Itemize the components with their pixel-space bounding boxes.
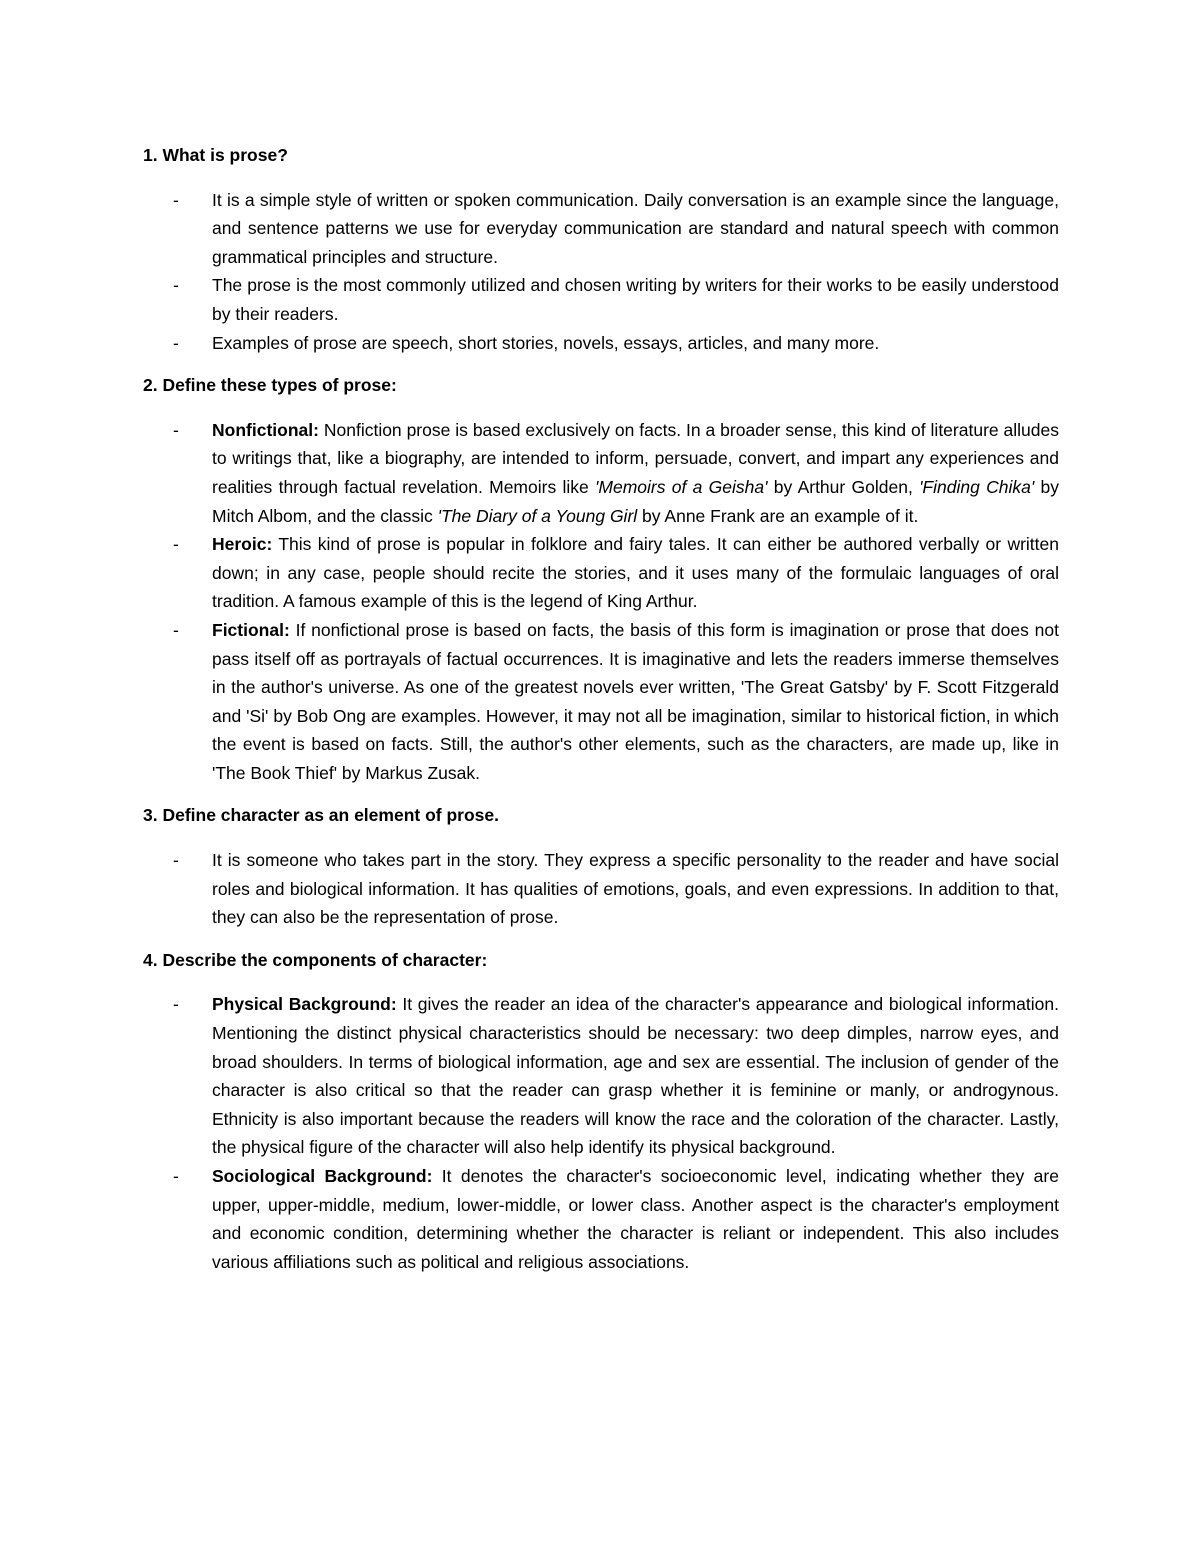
term-label: Nonfictional: bbox=[212, 419, 319, 440]
bullet-dash: - bbox=[173, 534, 179, 555]
term-label: Physical Background: bbox=[212, 994, 397, 1015]
question-3-heading: 3. Define character as an element of prose. bbox=[143, 805, 499, 826]
term-label: Fictional: bbox=[212, 619, 290, 640]
bullet-dash: - bbox=[173, 1166, 179, 1186]
book-title: 'Memoirs of a Geisha' bbox=[595, 476, 768, 497]
book-title: 'Finding Chika' bbox=[919, 476, 1035, 497]
question-1-heading: 1. What is prose? bbox=[143, 145, 288, 165]
document-content bbox=[143, 141, 1059, 1290]
term-label: Heroic: bbox=[212, 534, 273, 555]
answer-text: It gives the reader an idea of the character's appearance and biological information. Mentioning the distinct physical characteristics should be necessary: two deep dimples, narrow eyes, and broad shoulders. In terms of biological information, age and sex are essential. The inclusion of gender of the character is also critical so that the reader can grasp whether it is feminine or manly, or androgynous. Ethnicity is also important because the readers will know the race and the coloration of the character. Lastly, the physical figure of the character will also help identify its physical background. bbox=[212, 994, 1059, 1158]
bullet-dash: - bbox=[173, 275, 179, 296]
answer-text: The prose is the most commonly utilized and chosen writing by writers for their works to be easily understood by their readers. bbox=[212, 275, 1059, 324]
question-1-answers bbox=[143, 186, 1059, 358]
bullet-dash: - bbox=[173, 850, 179, 871]
answer-text: by Anne Frank are an example of it. bbox=[637, 505, 919, 526]
answer-text: by Arthur Golden, bbox=[767, 476, 920, 497]
answer-item-fictional bbox=[143, 616, 1059, 788]
answer-text: It is someone who takes part in the story. They express a specific personality to the reader and have social roles and biological information. It has qualities of emotions, goals, and even expressions. In addition to that, they can also be the representation of prose. bbox=[212, 850, 1059, 928]
answer-item-sociological-background bbox=[143, 1162, 1059, 1276]
question-2-heading: 2. Define these types of prose: bbox=[143, 375, 397, 396]
answer-text: by Mitch Albom, and the classic bbox=[212, 476, 1059, 526]
answer-item-physical-background bbox=[143, 990, 1059, 1162]
answer-text: If nonfictional prose is based on facts, the basis of this form is imagination or prose that does not pass itself off as portrayals of factual occurrences. It is imaginative and lets the readers immerse themselves in the author's universe. As one of the greatest novels ever written, 'The Great Gatsby' by F. Scott Fitzgerald and 'Si' by Bob Ong are examples. However, it may not all be imagination, similar to historical fiction, in which the event is based on facts. Still, the author's other elements, such as the characters, are made up, like in 'The Book Thief' by Markus Zusak. bbox=[212, 619, 1059, 783]
question-4-answers bbox=[143, 990, 1059, 1276]
question-4-heading: 4. Describe the components of character: bbox=[143, 949, 488, 970]
answer-item-nonfictional bbox=[143, 416, 1059, 530]
bullet-dash: - bbox=[173, 189, 179, 210]
answer-item bbox=[143, 329, 1059, 358]
bullet-dash: - bbox=[173, 619, 179, 640]
bullet-dash: - bbox=[173, 994, 179, 1015]
question-2-answers bbox=[143, 416, 1059, 788]
answer-item bbox=[143, 186, 1059, 272]
answer-text: This kind of prose is popular in folklore and fairy tales. It can either be authored verbally or written down; in any case, people should recite the stories, and it uses many of the formulaic languages of oral tradition. A famous example of this is the legend of King Arthur. bbox=[212, 534, 1059, 612]
answer-text: It is a simple style of written or spoken communication. Daily conversation is an example since the language, and sentence patterns we use for everyday communication are standard and natural speech with common grammatical principles and structure. bbox=[212, 189, 1059, 267]
bullet-dash: - bbox=[173, 419, 179, 440]
answer-text: Nonfiction prose is based exclusively on facts. In a broader sense, this kind of literature alludes to writings that, like a biography, are intended to inform, persuade, convert, and impart any experiences and realities through factual revelation. Memoirs like bbox=[212, 419, 1059, 497]
answer-item bbox=[143, 271, 1059, 328]
answer-text: It denotes the character's socioeconomic level, indicating whether they are upper, upper-middle, medium, lower-middle, or lower class. Another aspect is the character's employment and economic condition, determining whether the character is reliant or independent. This also includes various affiliations such as political and religious associations. bbox=[212, 1166, 1059, 1272]
answer-text: Examples of prose are speech, short stories, novels, essays, articles, and many more. bbox=[212, 332, 880, 353]
term-label: Sociological Background: bbox=[212, 1166, 433, 1186]
bullet-dash: - bbox=[173, 332, 179, 353]
book-title: 'The Diary of a Young Girl bbox=[437, 505, 638, 526]
question-3-answers bbox=[143, 846, 1059, 932]
answer-item bbox=[143, 846, 1059, 932]
answer-item-heroic bbox=[143, 530, 1059, 616]
